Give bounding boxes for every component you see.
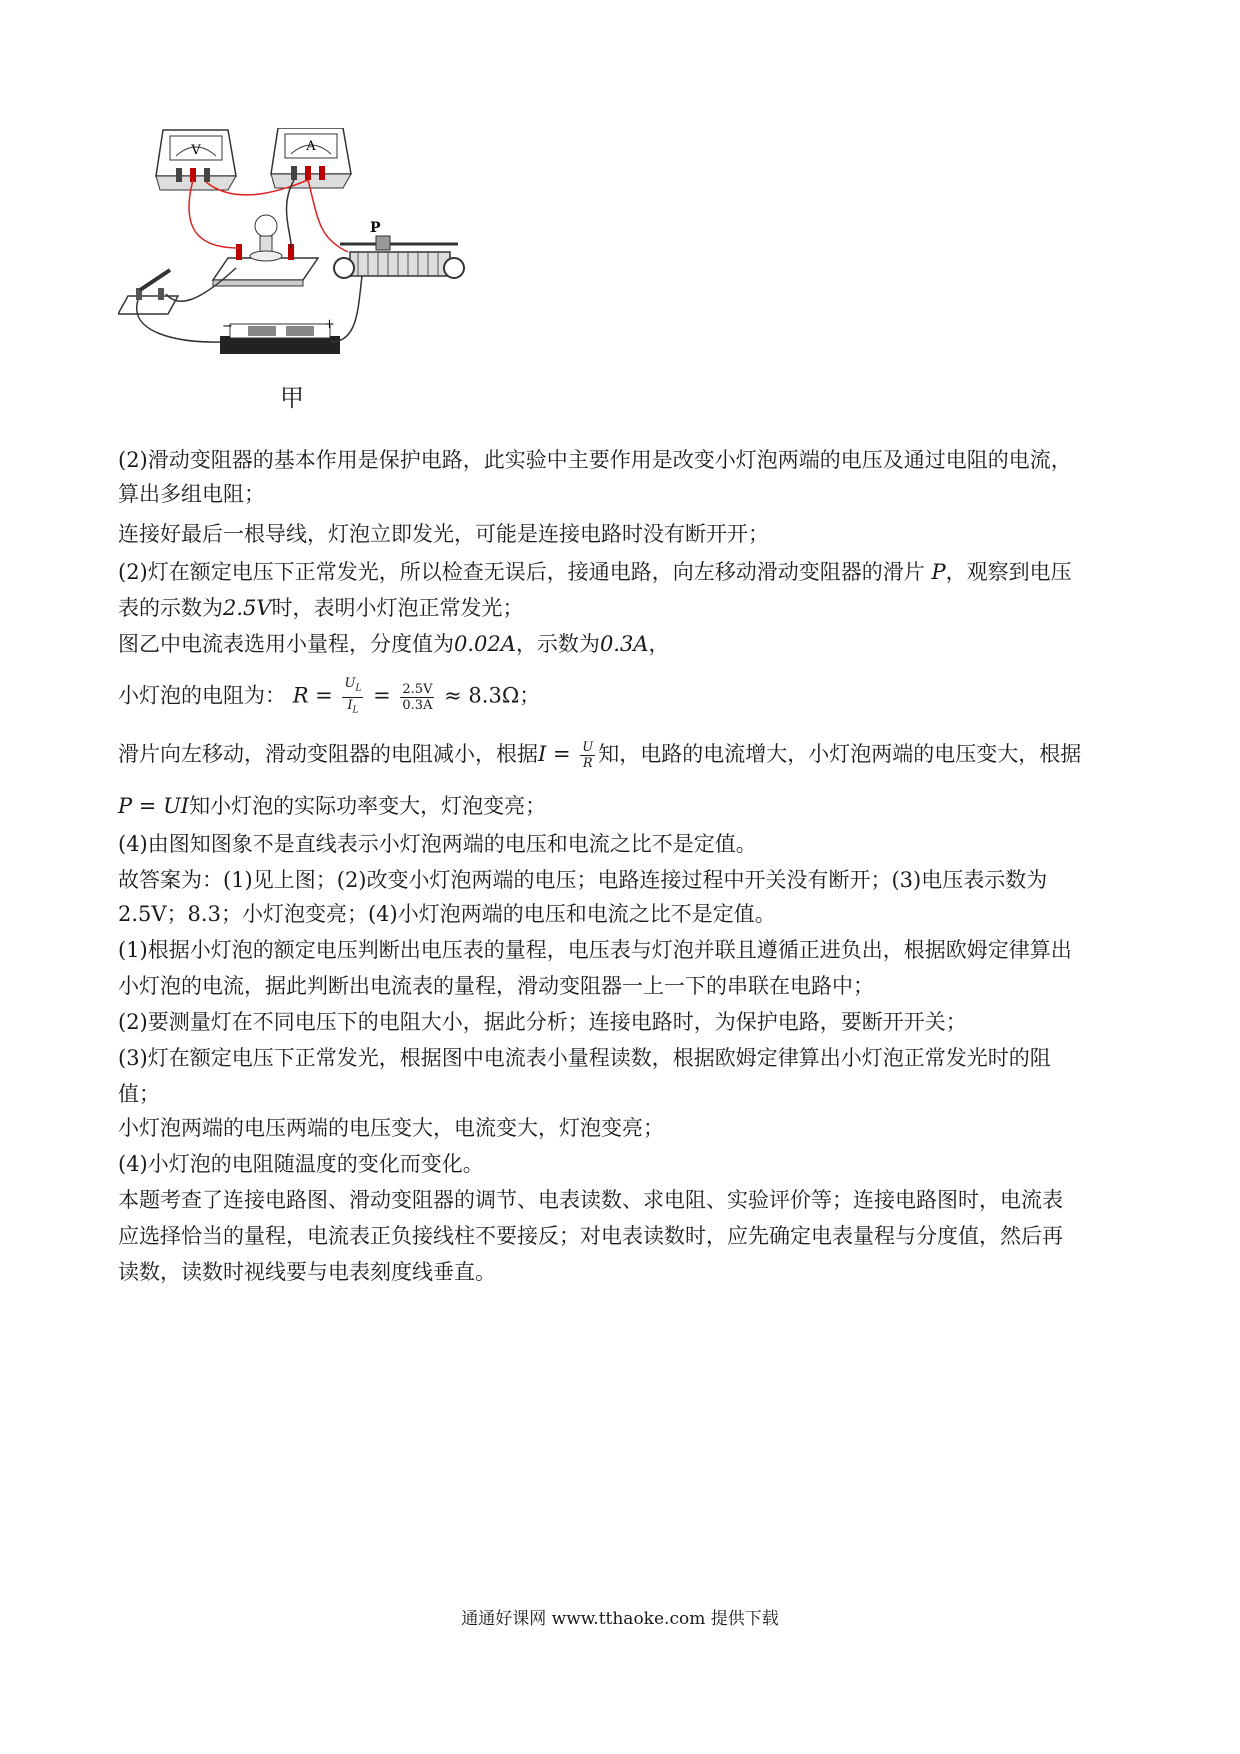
slider-var: P <box>931 560 946 584</box>
figure-caption: 甲 <box>280 384 304 412</box>
text-line-4 <box>118 556 1072 588</box>
circuit-diagram <box>118 128 538 418</box>
text-line-17: 值； <box>118 1082 160 1106</box>
page-footer: 通通好课网 www.tthaoke.com 提供下载 <box>461 1609 779 1629</box>
fraction-u-r: $\frac{U}{R}$ <box>582 740 594 771</box>
text-line-14: 小灯泡的电流，据此判断出电流表的量程，滑动变阻器一上一下的串联在电路中； <box>118 974 874 998</box>
answer-voltage: 2.5V <box>118 902 167 926</box>
circuit-figure <box>118 128 538 438</box>
text-line-5-b: 时，表明小灯泡正常发光； <box>271 596 524 620</box>
text-line-16: (3)灯在额定电压下正常发光，根据图中电流表小量程读数，根据欧姆定律算出小灯泡正常发光时的阻 <box>118 1046 1051 1070</box>
text-line-12 <box>118 898 776 930</box>
ammeter <box>271 128 351 188</box>
text-line-13: (1)根据小灯泡的额定电压判断出电压表的量程，电压表与灯泡并联且遵循正进负出，根据欧姆定律算出 <box>118 938 1072 962</box>
text-line-4-a: (2)灯在额定电压下正常发光，所以检查无误后，接通电路，向左移动滑动变阻器的滑片 <box>118 560 925 584</box>
text-line-7 <box>118 676 540 718</box>
formula-result: ≈ 8.3Ω； <box>444 683 541 708</box>
text-line-9 <box>118 790 546 822</box>
text-line-8-a: 滑片向左移动，滑动变阻器的电阻减小，根据 <box>118 742 538 766</box>
formula-i: I = <box>538 742 571 766</box>
battery <box>220 317 340 354</box>
voltage-value: 2.5V <box>223 596 272 620</box>
text-line-2: 算出多组电阻； <box>118 482 265 506</box>
text-line-6-b: ，示数为 <box>515 632 600 656</box>
current-reading: 0.3A <box>599 632 649 656</box>
slider-label: P <box>370 220 381 236</box>
fraction-ul-il: $\frac{U_L}{I_L}$ <box>344 676 362 716</box>
text-line-6 <box>118 628 670 660</box>
switch <box>118 270 178 314</box>
text-line-10: (4)由图知图象不是直线表示小灯泡两端的电压和电流之比不是定值。 <box>118 832 757 856</box>
text-line-11: 故答案为：(1)见上图；(2)改变小灯泡两端的电压；电路连接过程中开关没有断开；(3)电压表示数为 <box>118 868 1048 892</box>
text-line-6-a: 图乙中电流表选用小量程，分度值为 <box>118 632 454 656</box>
text-line-12-a: ；8.3；小灯泡变亮；(4)小灯泡两端的电压和电流之比不是定值。 <box>166 902 776 926</box>
fraction-values: $\frac{2.5V}{0.3A}$ <box>402 681 433 713</box>
text-line-9-a: 知小灯泡的实际功率变大，灯泡变亮； <box>189 794 547 818</box>
formula-p: P = UI <box>118 794 190 818</box>
voltmeter-label: V <box>191 143 201 158</box>
text-line-5-a: 表的示数为 <box>118 596 223 620</box>
ammeter-label: A <box>306 139 316 154</box>
division-value: 0.02A <box>454 632 516 656</box>
text-line-3: 连接好最后一根导线，灯泡立即发光，可能是连接电路时没有断开开； <box>118 522 769 546</box>
text-line-21: 应选择恰当的量程，电流表正负接线柱不要接反；对电表读数时，应先确定电表量程与分度值，然后再 <box>118 1224 1063 1248</box>
rheostat <box>334 220 464 278</box>
text-line-1: (2)滑动变阻器的基本作用是保护电路，此实验中主要作用是改变小灯泡两端的电压及通过电阻的电流， <box>118 448 1072 472</box>
battery-minus-label: − <box>222 319 233 334</box>
text-line-18: 小灯泡两端的电压两端的电压变大，电流变大，灯泡变亮； <box>118 1116 664 1140</box>
formula-eq: = <box>373 683 391 708</box>
text-line-5 <box>118 592 524 624</box>
formula-r: R = <box>292 683 333 708</box>
text-line-22: 读数，读数时视线要与电表刻度线垂直。 <box>118 1260 496 1284</box>
text-line-8-b: 知，电路的电流增大，小灯泡两端的电压变大，根据 <box>598 742 1082 766</box>
battery-plus-label: + <box>324 317 335 332</box>
text-line-4-b: ，观察到电压 <box>945 560 1072 584</box>
text-line-8 <box>118 738 1081 771</box>
text-line-19: (4)小灯泡的电阻随温度的变化而变化。 <box>118 1152 484 1176</box>
text-line-7-a: 小灯泡的电阻为： <box>118 683 286 708</box>
text-line-15: (2)要测量灯在不同电压下的电阻大小，据此分析；连接电路时，为保护电路，要断开开关； <box>118 1010 967 1034</box>
text-line-6-c: ， <box>648 632 670 656</box>
text-line-20: 本题考查了连接电路图、滑动变阻器的调节、电表读数、求电阻、实验评价等；连接电路图时，电流表 <box>118 1188 1063 1212</box>
voltmeter <box>156 130 236 190</box>
